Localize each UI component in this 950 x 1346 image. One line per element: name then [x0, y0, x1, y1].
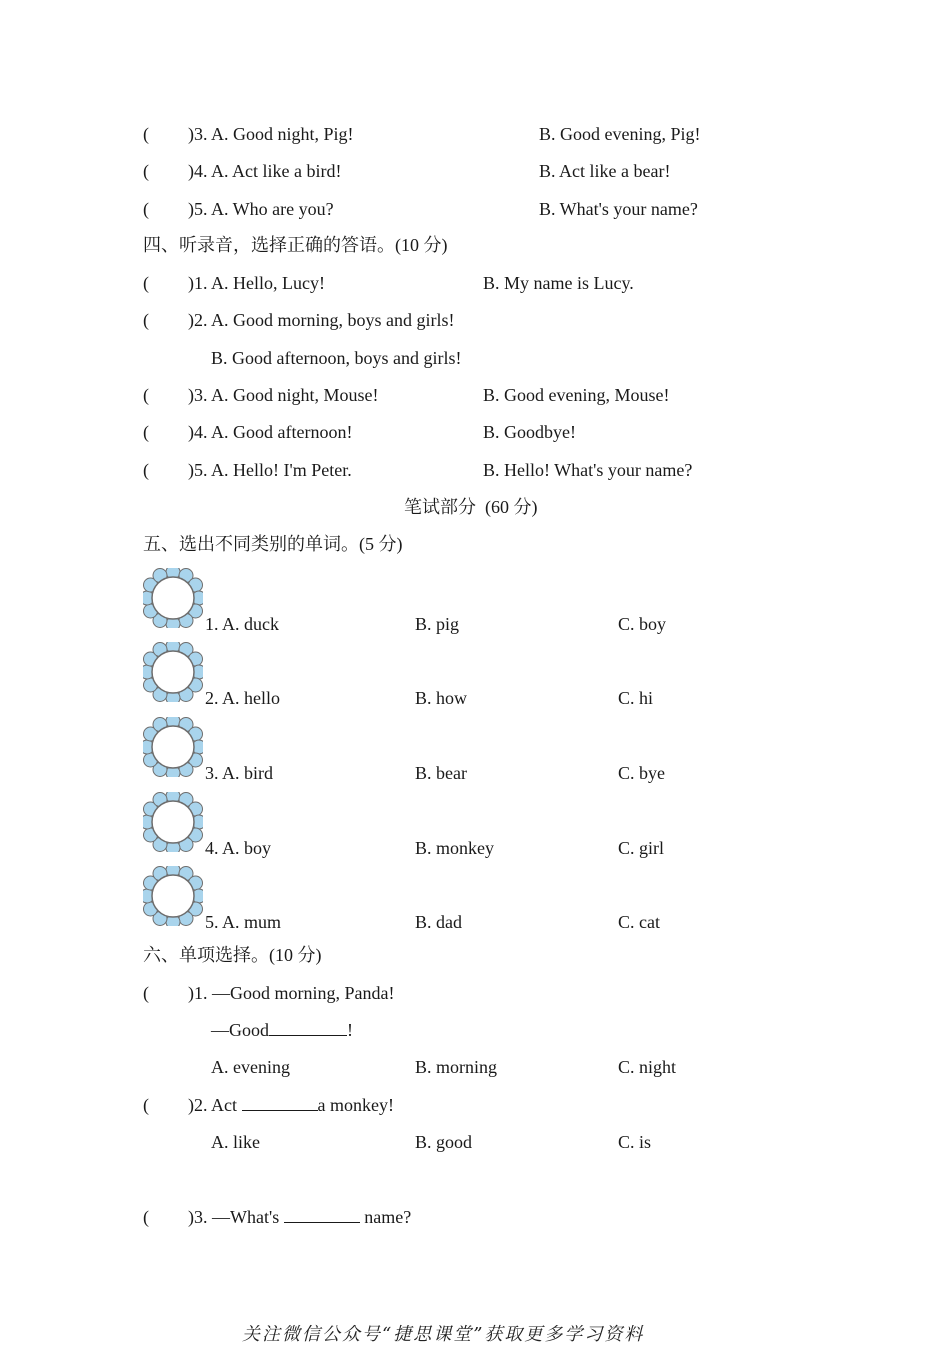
word-option-a: 1. A. duck	[205, 614, 279, 634]
question-option-a: )1. A. Hello, Lucy!	[188, 273, 325, 293]
written-part-title: 笔试部分 (60 分)	[404, 497, 538, 517]
answer-paren: (	[143, 161, 149, 181]
word-option-c: C. boy	[618, 614, 667, 634]
choice-option-c: C. is	[618, 1132, 652, 1152]
word-option-b: B. dad	[415, 912, 462, 932]
question-option-a: )5. A. Who are you?	[188, 199, 334, 219]
question-text: name?	[359, 1207, 412, 1227]
word-option-c: C. bye	[618, 763, 665, 783]
choice-option-a: A. like	[211, 1132, 260, 1152]
question-option-a: )2. A. Good morning, boys and girls!	[188, 310, 455, 330]
answer-paren: (	[143, 460, 149, 480]
answer-paren: (	[143, 385, 149, 405]
question-text: a monkey!	[317, 1095, 394, 1115]
flower-answer-box[interactable]	[143, 792, 203, 852]
word-option-b: B. monkey	[415, 838, 494, 858]
answer-paren: (	[143, 273, 149, 293]
question-option-b: B. Hello! What's your name?	[483, 460, 693, 480]
fill-blank[interactable]	[242, 1096, 318, 1111]
flower-answer-box[interactable]	[143, 717, 203, 777]
question-line	[188, 1208, 411, 1226]
word-option-a: 2. A. hello	[205, 688, 280, 708]
question-option-a: )3. A. Good night, Pig!	[188, 124, 354, 144]
question-option-a: )5. A. Hello! I'm Peter.	[188, 460, 352, 480]
flower-answer-box[interactable]	[143, 568, 203, 628]
section-heading: 五、选出不同类别的单词。(5 分)	[143, 534, 403, 554]
question-option-b: B. Act like a bear!	[539, 161, 671, 181]
answer-paren: (	[143, 983, 149, 1003]
section-heading: 六、单项选择。(10 分)	[143, 945, 322, 965]
fill-blank[interactable]	[284, 1208, 360, 1223]
word-option-b: B. how	[415, 688, 468, 708]
word-option-c: C. hi	[618, 688, 654, 708]
question-option-b: B. Good evening, Mouse!	[483, 385, 670, 405]
question-option-b: B. Good afternoon, boys and girls!	[211, 348, 462, 368]
flower-answer-box[interactable]	[143, 866, 203, 926]
answer-paren: (	[143, 310, 149, 330]
word-option-a: 5. A. mum	[205, 912, 282, 932]
answer-paren: (	[143, 199, 149, 219]
fill-blank[interactable]	[269, 1021, 347, 1036]
choice-option-b: B. morning	[415, 1057, 498, 1077]
question-text: !	[347, 1020, 353, 1040]
footer-note: 关注微信公众号“捷思课堂”获取更多学习资料	[242, 1324, 645, 1345]
section-heading: 四、听录音，选择正确的答语。(10 分)	[143, 235, 448, 255]
question-option-b: B. Goodbye!	[483, 422, 576, 442]
question-text: )3. —What's	[188, 1207, 284, 1227]
choice-option-c: C. night	[618, 1057, 677, 1077]
question-option-b: B. Good evening, Pig!	[539, 124, 701, 144]
answer-paren: (	[143, 1095, 149, 1115]
question-line-2	[211, 1021, 353, 1039]
question-option-b: B. My name is Lucy.	[483, 273, 634, 293]
question-option-a: )3. A. Good night, Mouse!	[188, 385, 379, 405]
question-option-a: )4. A. Act like a bird!	[188, 161, 342, 181]
question-option-a: )4. A. Good afternoon!	[188, 422, 353, 442]
word-option-b: B. bear	[415, 763, 467, 783]
question-text: —Good	[211, 1020, 269, 1040]
question-text: )1. —Good morning, Panda!	[188, 983, 395, 1003]
question-line	[188, 1096, 394, 1114]
question-text: )2. Act	[188, 1095, 242, 1115]
word-option-c: C. cat	[618, 912, 660, 932]
word-option-a: 3. A. bird	[205, 763, 274, 783]
choice-option-b: B. good	[415, 1132, 473, 1152]
answer-paren: (	[143, 124, 149, 144]
word-option-c: C. girl	[618, 838, 665, 858]
flower-answer-box[interactable]	[143, 642, 203, 702]
word-option-a: 4. A. boy	[205, 838, 272, 858]
question-option-b: B. What's your name?	[539, 199, 698, 219]
answer-paren: (	[143, 1207, 149, 1227]
answer-paren: (	[143, 422, 149, 442]
word-option-b: B. pig	[415, 614, 460, 634]
choice-option-a: A. evening	[211, 1057, 290, 1077]
